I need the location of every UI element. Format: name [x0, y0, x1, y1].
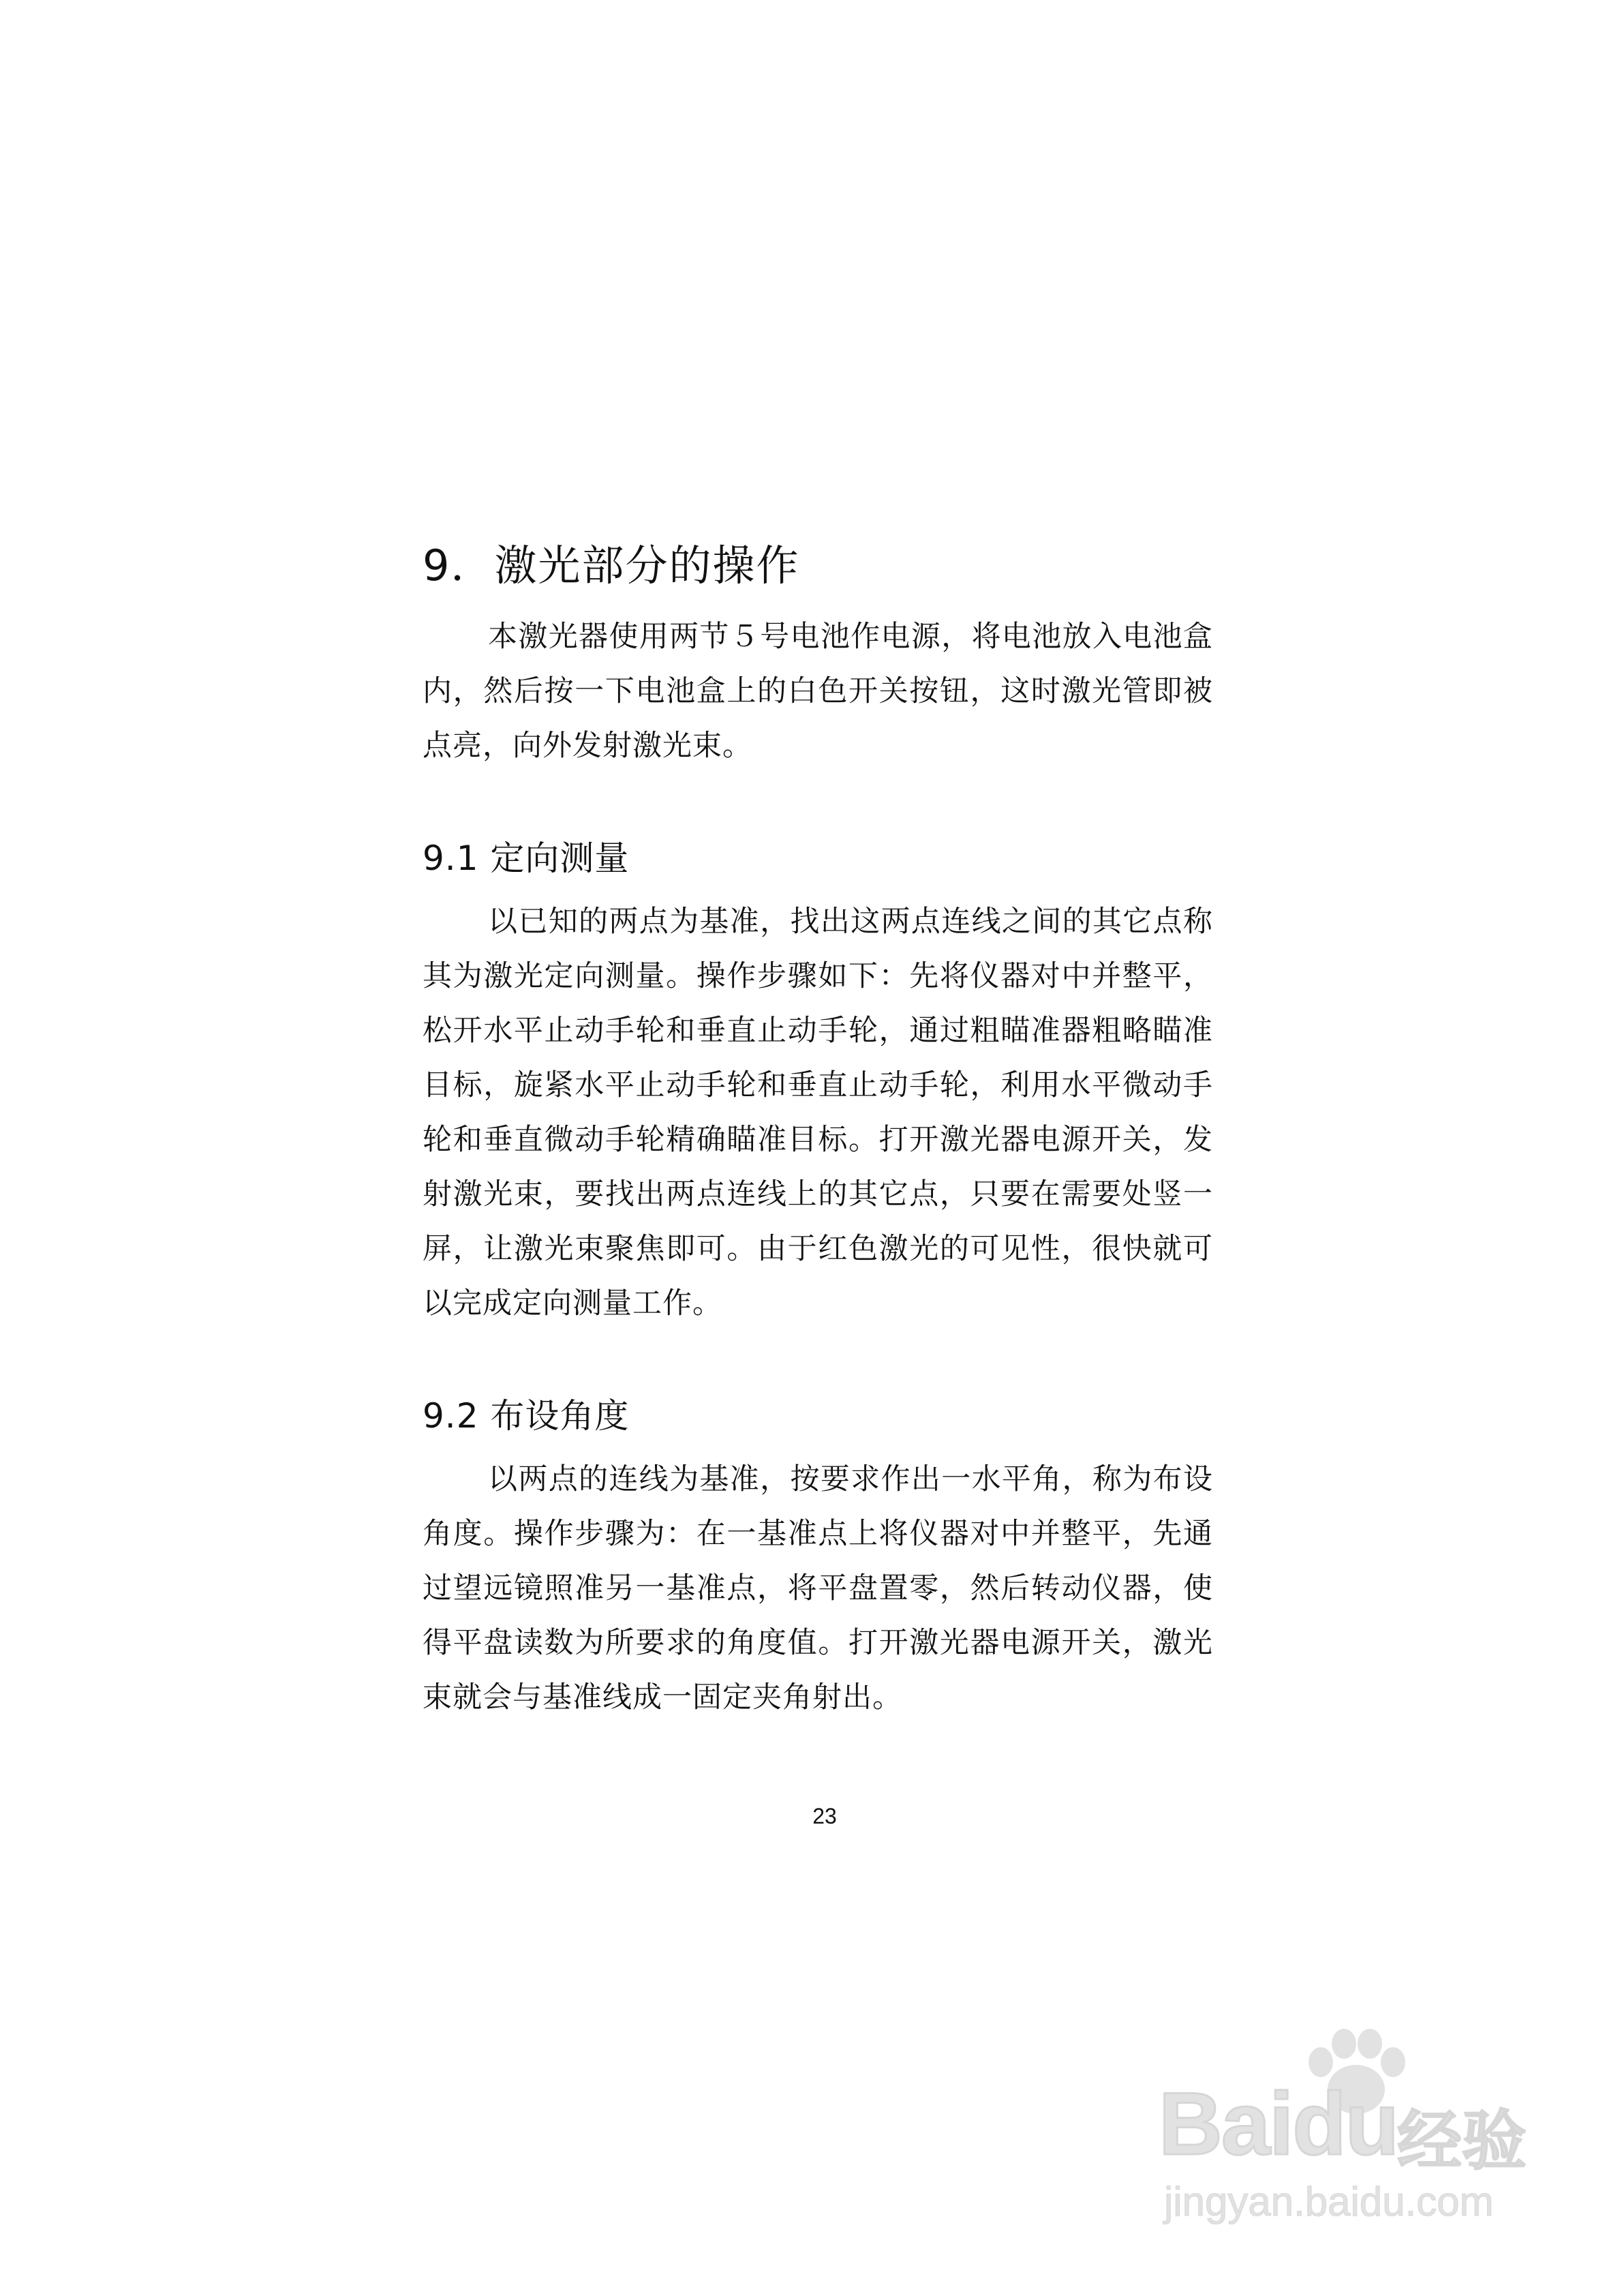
section-paragraph: 以两点的连线为基准，按要求作出一水平角，称为布设角度。操作步骤为：在一基准点上将仪器对中并整平，先通过望远镜照准另一基准点，将平盘置零，然后转动仪器，使得平盘读数为所要求的角度值。打开激光器电源开关，激光束就会与基准线成一固定夹角射出。 [423, 1462, 1213, 1715]
watermark-brand: Baidu [1159, 2074, 1398, 2173]
section-laser-operation [423, 539, 1213, 773]
section-paragraph: 以已知的两点为基准，找出这两点连线之间的其它点称其为激光定向测量。操作步骤如下：先将仪器对中并整平，松开水平止动手轮和垂直止动手轮，通过粗瞄准器粗略瞄准目标，旋紧水平止动手轮和垂直止动手轮，利用水平微动手轮和垂直微动手轮精确瞄准目标。打开激光器电源开关，发射激光束，要找出两点连线上的其它点，只要在需要处竖一屏，让激光束聚焦即可。由于红色激光的可见性，很快就可以完成定向测量工作。 [423, 905, 1213, 1320]
section-heading: 9．激光部分的操作 [423, 541, 800, 590]
baidu-jingyan-watermark [1159, 2031, 1540, 2236]
section-directional-measurement [423, 834, 1213, 1331]
section-paragraph: 本激光器使用两节５号电池作电源，将电池放入电池盒内，然后按一下电池盒上的白色开关按钮，这时激光管即被点亮，向外发射激光束。 [423, 620, 1213, 763]
page-number: 23 [812, 1804, 837, 1828]
watermark-url: jingyan.baidu.com [1164, 2179, 1494, 2224]
section-heading: 9.2 布设角度 [423, 1396, 630, 1436]
document-content [423, 539, 1213, 1786]
section-heading: 9.1 定向测量 [423, 839, 630, 878]
section-angle-layout [423, 1392, 1213, 1725]
watermark-chinese: 经验 [1397, 2104, 1527, 2179]
